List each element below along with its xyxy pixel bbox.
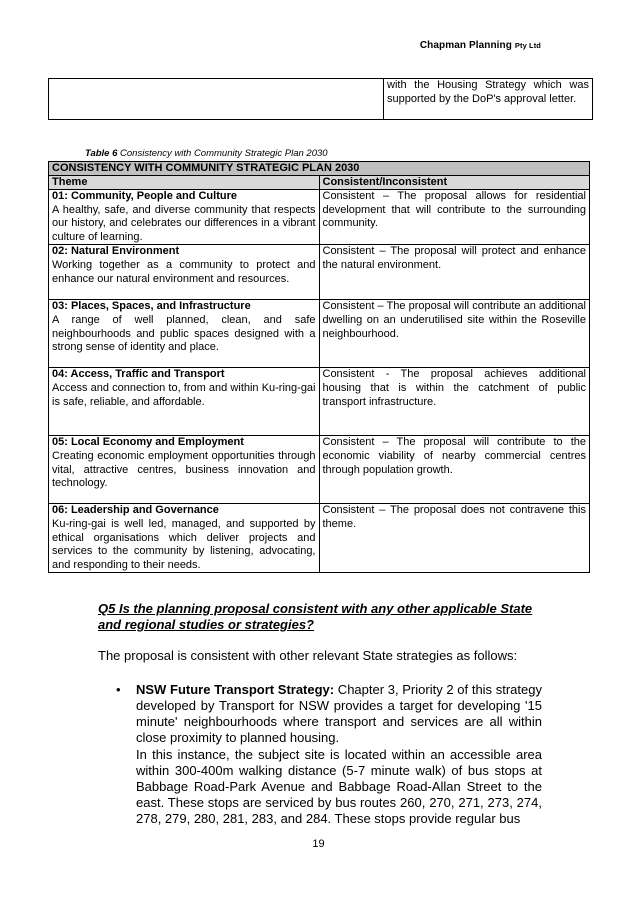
theme-title: 05: Local Economy and Employment: [52, 436, 244, 449]
theme-cell: [49, 368, 320, 436]
theme-cell: [49, 436, 320, 504]
table-row: [49, 300, 590, 368]
bullet-lead: NSW Future Transport Strategy:: [136, 682, 335, 697]
company-header: [420, 40, 541, 51]
table-row: [49, 504, 590, 573]
theme-title: 01: Community, People and Culture: [52, 190, 237, 202]
table-caption: [85, 148, 328, 159]
status-cell: Consistent – The proposal does not contravene this theme.: [319, 504, 590, 573]
theme-title: 06: Leadership and Governance: [52, 504, 219, 517]
status-cell: Consistent – The proposal will protect and enhance the natural environment.: [319, 245, 590, 300]
caption-text: Consistency with Community Strategic Plan 2030: [120, 148, 328, 159]
theme-title: 02: Natural Environment: [52, 245, 180, 258]
theme-description: A healthy, safe, and diverse community that respects our history, and celebrates our differences in a vibrant culture of learning.: [52, 203, 316, 243]
theme-title: 03: Places, Spaces, and Infrastructure: [52, 300, 251, 313]
page-number: 19: [312, 838, 325, 850]
table-row: [49, 79, 593, 120]
table-header-row: [49, 176, 590, 190]
table-title: CONSISTENCY WITH COMMUNITY STRATEGIC PLAN 2030: [49, 162, 590, 176]
theme-description: Creating economic employment opportunities through vital, attractive centres, business innovation and technology.: [52, 449, 316, 490]
empty-cell: [49, 79, 384, 120]
status-cell: Consistent – The proposal will contribute to the economic viability of nearby commercial centres through population growth.: [319, 436, 590, 504]
table-row: [49, 436, 590, 504]
company-name: Chapman Planning: [419, 40, 512, 51]
theme-description: Ku-ring-gai is well led, managed, and supported by ethical organisations which deliver projects and services to the community by listening, advocating, and responding to their needs.: [52, 517, 316, 571]
intro-text: The proposal is consistent with other relevant State strategies as follows:: [98, 648, 518, 663]
status-cell: Consistent – The proposal will contribute an additional dwelling on an underutilised site within the Roseville neighbourhood.: [319, 300, 590, 368]
caption-label: Table 6: [85, 148, 118, 159]
body-paragraph: In this instance, the subject site is located within an accessible area within 300-400m walking distance (5-7 minute walk) of bus stops at Babbage Road-Park Avenue and Babbage Road-Allan Street to the east. These stops are serviced by bus routes 260, 270, 271, 273, 274, 278, 279, 280, 281, 283, and 284. These stops provide regular bus: [136, 747, 542, 826]
question-heading: Q5 Is the planning proposal consistent with any other applicable State and regional studies or strategies?: [98, 601, 533, 632]
status-cell: Consistent – The proposal allows for residential development that will contribute to the surrounding community.: [319, 190, 590, 245]
table-title-row: [49, 162, 590, 176]
theme-description: A range of well planned, clean, and safe neighbourhoods and public spaces designed with a strong sense of identity and place.: [52, 313, 316, 354]
table-row: [49, 368, 590, 436]
theme-cell: [49, 300, 320, 368]
theme-description: Working together as a community to protect and enhance our natural environment and resources.: [52, 258, 316, 285]
bullet-body: Chapter 3, Priority 2 of this strategy developed by Transport for NSW provides a target for developing '15 minute' neighbourhoods where transport and services are all within close proximity to planned housing.: [136, 682, 542, 745]
table-row: [49, 245, 590, 300]
continuation-table: [48, 78, 593, 120]
table-row: [49, 190, 590, 245]
theme-description: Access and connection to, from and within Ku-ring-gai is safe, reliable, and affordable.: [52, 381, 316, 408]
bullet-icon: •: [116, 682, 121, 697]
theme-cell: [49, 190, 320, 245]
continuation-cell: with the Housing Strategy which was supported by the DoP's approval letter.: [384, 79, 593, 120]
company-suffix: Pty Ltd: [514, 41, 541, 50]
theme-cell: [49, 245, 320, 300]
status-cell: Consistent - The proposal achieves additional housing that is within the catchment of public transport infrastructure.: [319, 368, 590, 436]
bullet-item: [136, 682, 542, 746]
theme-title: 04: Access, Traffic and Transport: [52, 368, 225, 381]
header-consistency: Consistent/Inconsistent: [319, 176, 590, 190]
theme-cell: [49, 504, 320, 573]
consistency-table: [48, 161, 590, 573]
header-theme: Theme: [49, 176, 320, 190]
